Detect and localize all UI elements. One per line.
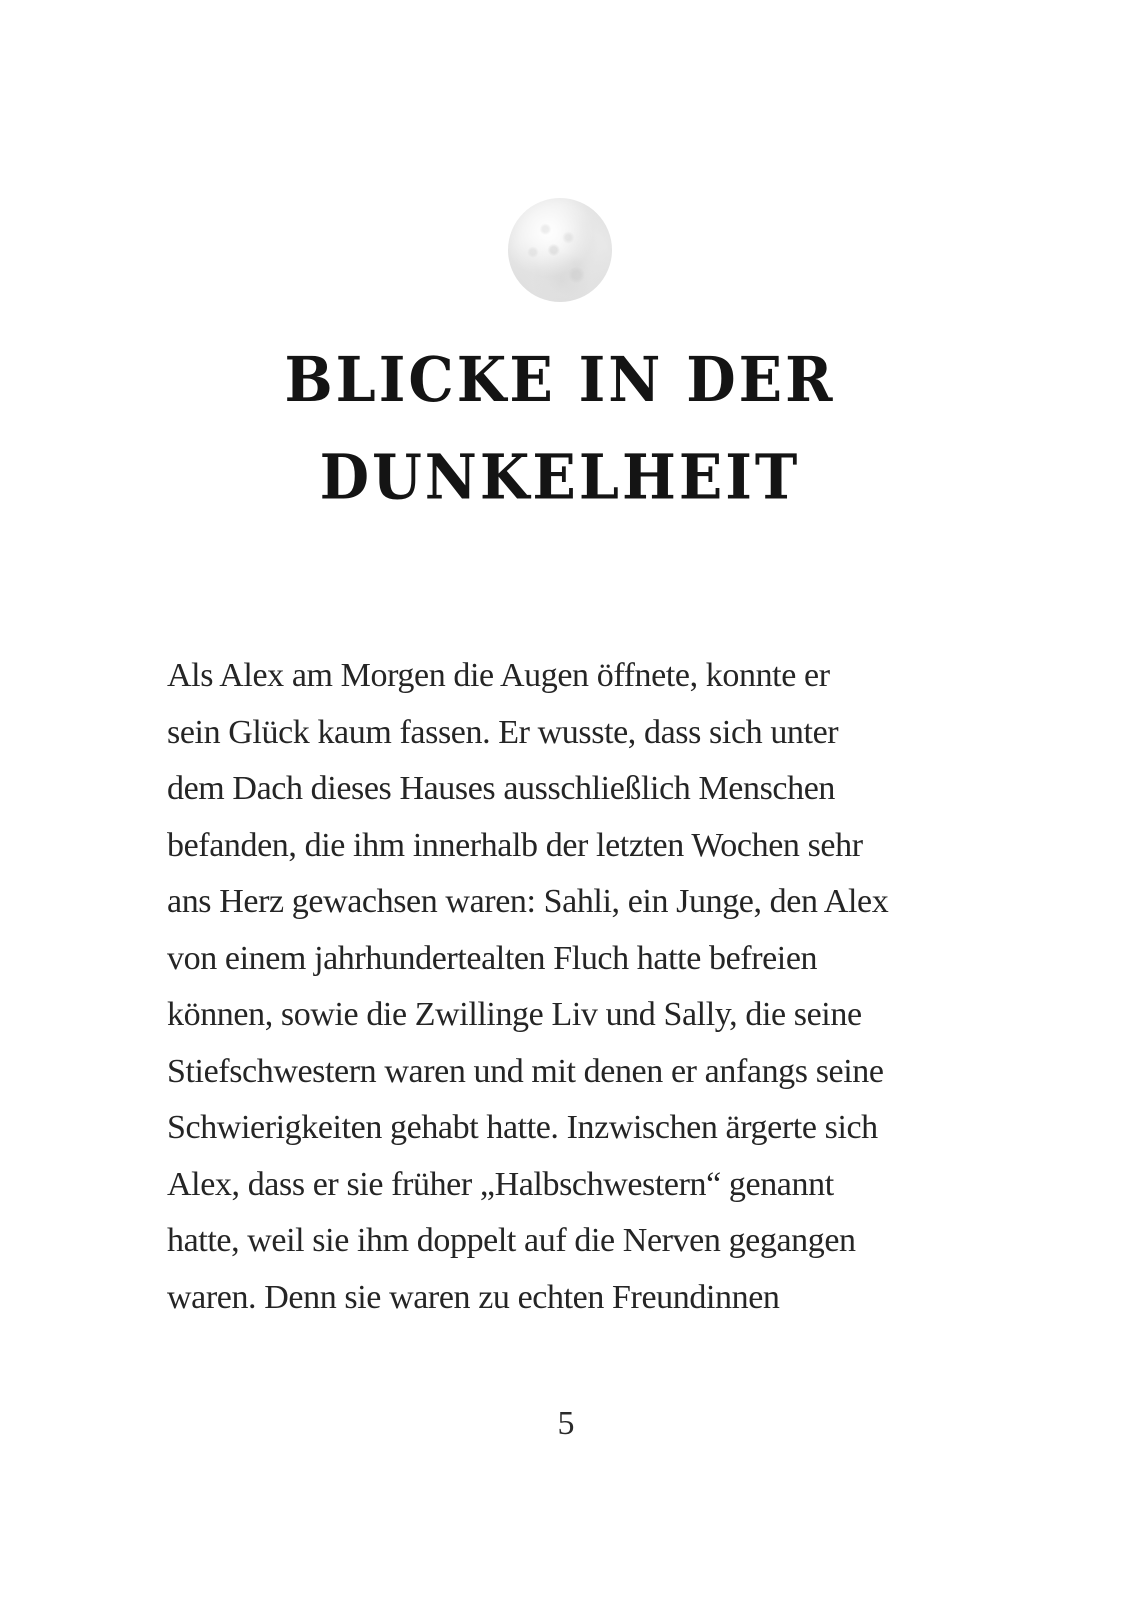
chapter-title-line-2: DUNKELHEIT [319, 441, 801, 514]
body-text-line: befanden, die ihm innerhalb der letzten Wochen sehr [167, 826, 863, 864]
body-text-line: können, sowie die Zwillinge Liv und Sally, die seine [167, 996, 862, 1033]
page-number: 5 [557, 1405, 575, 1442]
chapter-title-line-1: BLICKE IN DER [284, 343, 836, 417]
body-text-line: Alex, dass er sie früher „Halbschwestern“ genannt [167, 1165, 834, 1203]
body-text-line: hatte, weil sie ihm doppelt auf die Nerven gegangen [167, 1222, 856, 1259]
body-text-line: Stiefschwestern waren und mit denen er anfangs seine [167, 1052, 884, 1090]
body-text-line: sein Glück kaum fassen. Er wusste, dass sich unter [167, 713, 839, 751]
body-text-line: ans Herz gewachsen waren: Sahli, ein Junge, den Alex [167, 883, 889, 920]
body-text-line: von einem jahrhundertealten Fluch hatte befreien [167, 939, 818, 977]
body-text-line: Schwierigkeiten gehabt hatte. Inzwischen ärgerte sich [167, 1109, 878, 1146]
body-text-line: dem Dach dieses Hauses ausschließlich Menschen [167, 770, 836, 807]
body-text-line: Als Alex am Morgen die Augen öffnete, konnte er [167, 657, 830, 694]
full-moon-icon [508, 198, 612, 302]
body-text-line: waren. Denn sie waren zu echten Freundinnen [167, 1278, 780, 1316]
chapter-title [0, 332, 1120, 526]
body-text-block [167, 648, 967, 1326]
